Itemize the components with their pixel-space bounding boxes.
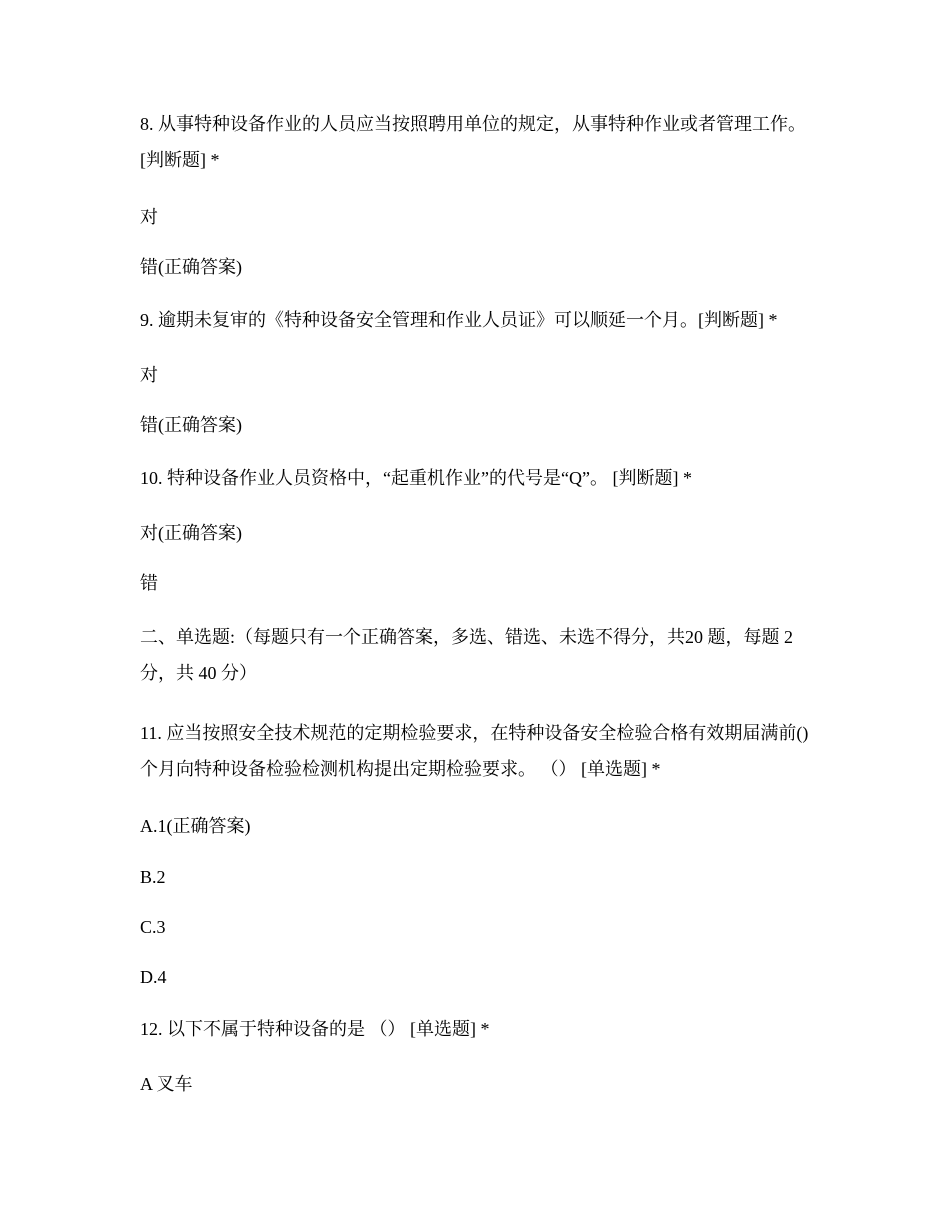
question-8-option-b: 错(正确答案) [140,257,242,277]
question-10-text: 10. 特种设备作业人员资格中，“起重机作业”的代号是“Q”。 [判断题] * [140,468,692,488]
question-8-option-a: 对 [140,207,158,227]
question-9-option-b: 错(正确答案) [140,415,242,435]
question-12-text: 12. 以下不属于特种设备的是 （） [单选题] * [140,1019,490,1039]
question-9-text: 9. 逾期未复审的《特种设备安全管理和作业人员证》可以顺延一个月。[判断题] * [140,310,778,330]
question-12-option-a: A 叉车 [140,1074,193,1094]
question-10-option-a: 对(正确答案) [140,523,242,543]
question-11-text: 11. 应当按照安全技术规范的定期检验要求，在特种设备安全检验合格有效期届满前()个月向特种设备检验检测机构提出定期检验要求。 （） [单选题] * [140,723,809,779]
question-10-option-b: 错 [140,573,158,593]
section-heading-single-choice: 二、单选题:（每题只有一个正确答案，多选、错选、未选不得分，共20 题，每题 2 分，共 40 分） [140,627,793,683]
question-9-option-a: 对 [140,365,158,385]
question-11-option-d: D.4 [140,967,167,987]
question-11-option-c: C.3 [140,917,166,937]
question-8-text: 8. 从事特种设备作业的人员应当按照聘用单位的规定，从事特种作业或者管理工作。 [判断题] * [140,114,806,170]
question-11-option-b: B.2 [140,867,166,887]
question-11-option-a: A.1(正确答案) [140,816,251,836]
